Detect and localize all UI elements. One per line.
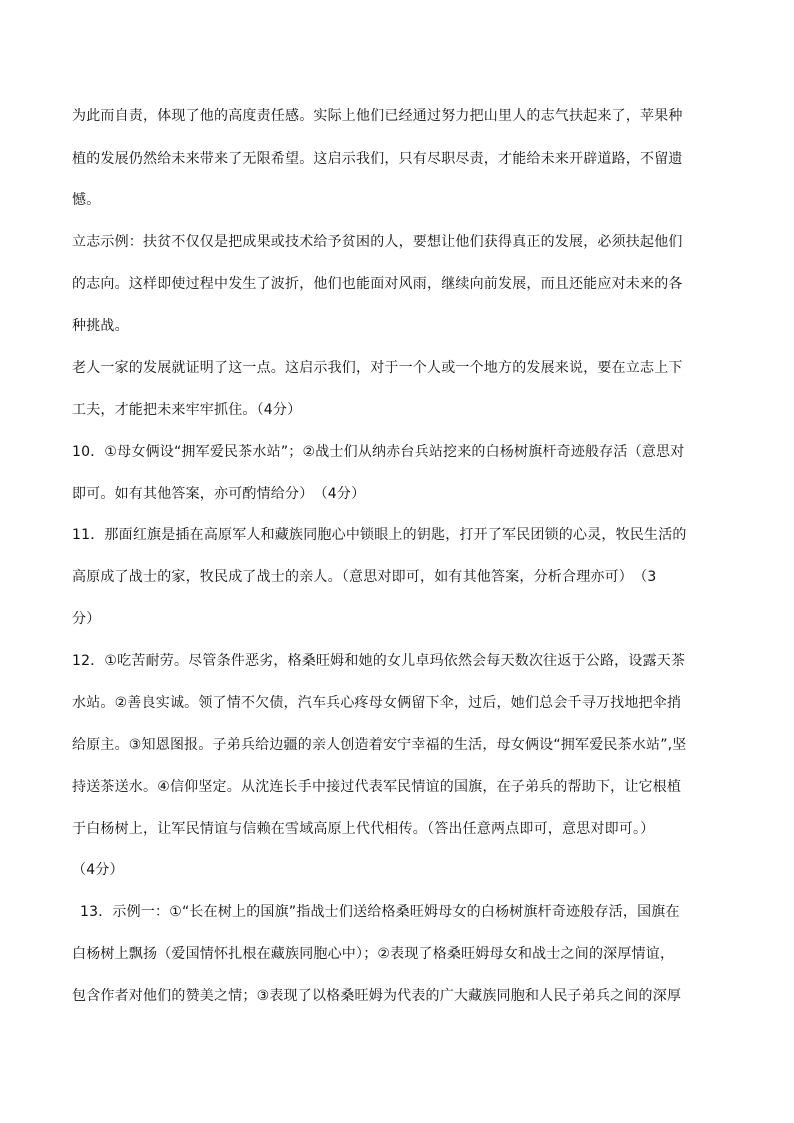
text-line: 于白杨树上，让军民情谊与信赖在雪域高原上代代相传。（答出任意两点即可，意思对即可。） <box>72 821 655 837</box>
text-line: 种挑战。 <box>72 318 129 334</box>
text-line: 工夫，才能把未来牢牢抓住。（4分） <box>72 402 302 418</box>
text-line: 包含作者对他们的赞美之情；③表现了以格桑旺姆为代表的广大藏族同胞和人民子弟兵之间的深厚 <box>72 988 682 1004</box>
text-line: 的志向。这样即使过程中发生了波折，他们也能面对风雨，继续向前发展，而且还能应对未来的各 <box>72 276 683 292</box>
text-line: 老人一家的发展就证明了这一点。这启示我们，对于一个人或一个地方的发展来说，要在立志上下 <box>72 360 683 376</box>
text-line: 11．那面红旗是插在高原军人和藏族同胞心中锁眼上的钥匙，打开了军民团锁的心灵，牧民生活的 <box>72 527 687 543</box>
text-line: 10．①母女俩设“拥军爱民茶水站”；②战士们从纳赤台兵站挖来的白杨树旗杆奇迹般存活（意思对 <box>72 444 685 460</box>
text-line: 为此而自责，体现了他的高度责任感。实际上他们已经通过努力把山里人的志气扶起来了，苹果种 <box>72 108 683 124</box>
text-line: 13．示例一：①“长在树上的国旗”指战士们送给格桑旺姆母女的白杨树旗杆奇迹般存活，国旗在 <box>80 904 680 920</box>
text-line: 给原主。③知恩图报。子弟兵给边疆的亲人创造着安宁幸福的生活，母女俩设“拥军爱民茶水站”,坚 <box>72 737 687 753</box>
text-line: 持送茶送水。④信仰坚定。从沈连长手中接过代表军民情谊的国旗，在子弟兵的帮助下，让它根植 <box>72 779 682 795</box>
text-line: 分） <box>72 611 101 627</box>
text-line: 12．①吃苦耐劳。尽管条件恶劣，格桑旺姆和她的女儿卓玛依然会每天数次往返于公路，设露天茶 <box>72 653 686 669</box>
text-line: 高原成了战士的家，牧民成了战士的亲人。（意思对即可，如有其他答案，分析合理亦可） （3 <box>72 569 657 585</box>
text-line: 立志示例：扶贫不仅仅是把成果或技术给予贫困的人，要想让他们获得真正的发展，必须扶起他们 <box>72 234 683 250</box>
text-line: 即可。如有其他答案，亦可酌情给分） （4分） <box>72 486 366 502</box>
text-line: 水站。②善良实诚。领了情不欠债，汽车兵心疼母女俩留下伞，过后，她们总会千寻万找地把伞捎 <box>72 695 682 711</box>
text-line: 植的发展仍然给未来带来了无限希望。这启示我们，只有尽职尽责，才能给未来开辟道路，不留遗 <box>72 151 683 167</box>
text-line: （4分） <box>72 862 124 878</box>
text-line: 白杨树上飘扬（爱国情怀扎根在藏族同胞心中）；②表现了格桑旺姆母女和战士之间的深厚情谊， <box>72 946 675 962</box>
text-line: 憾。 <box>72 192 101 208</box>
